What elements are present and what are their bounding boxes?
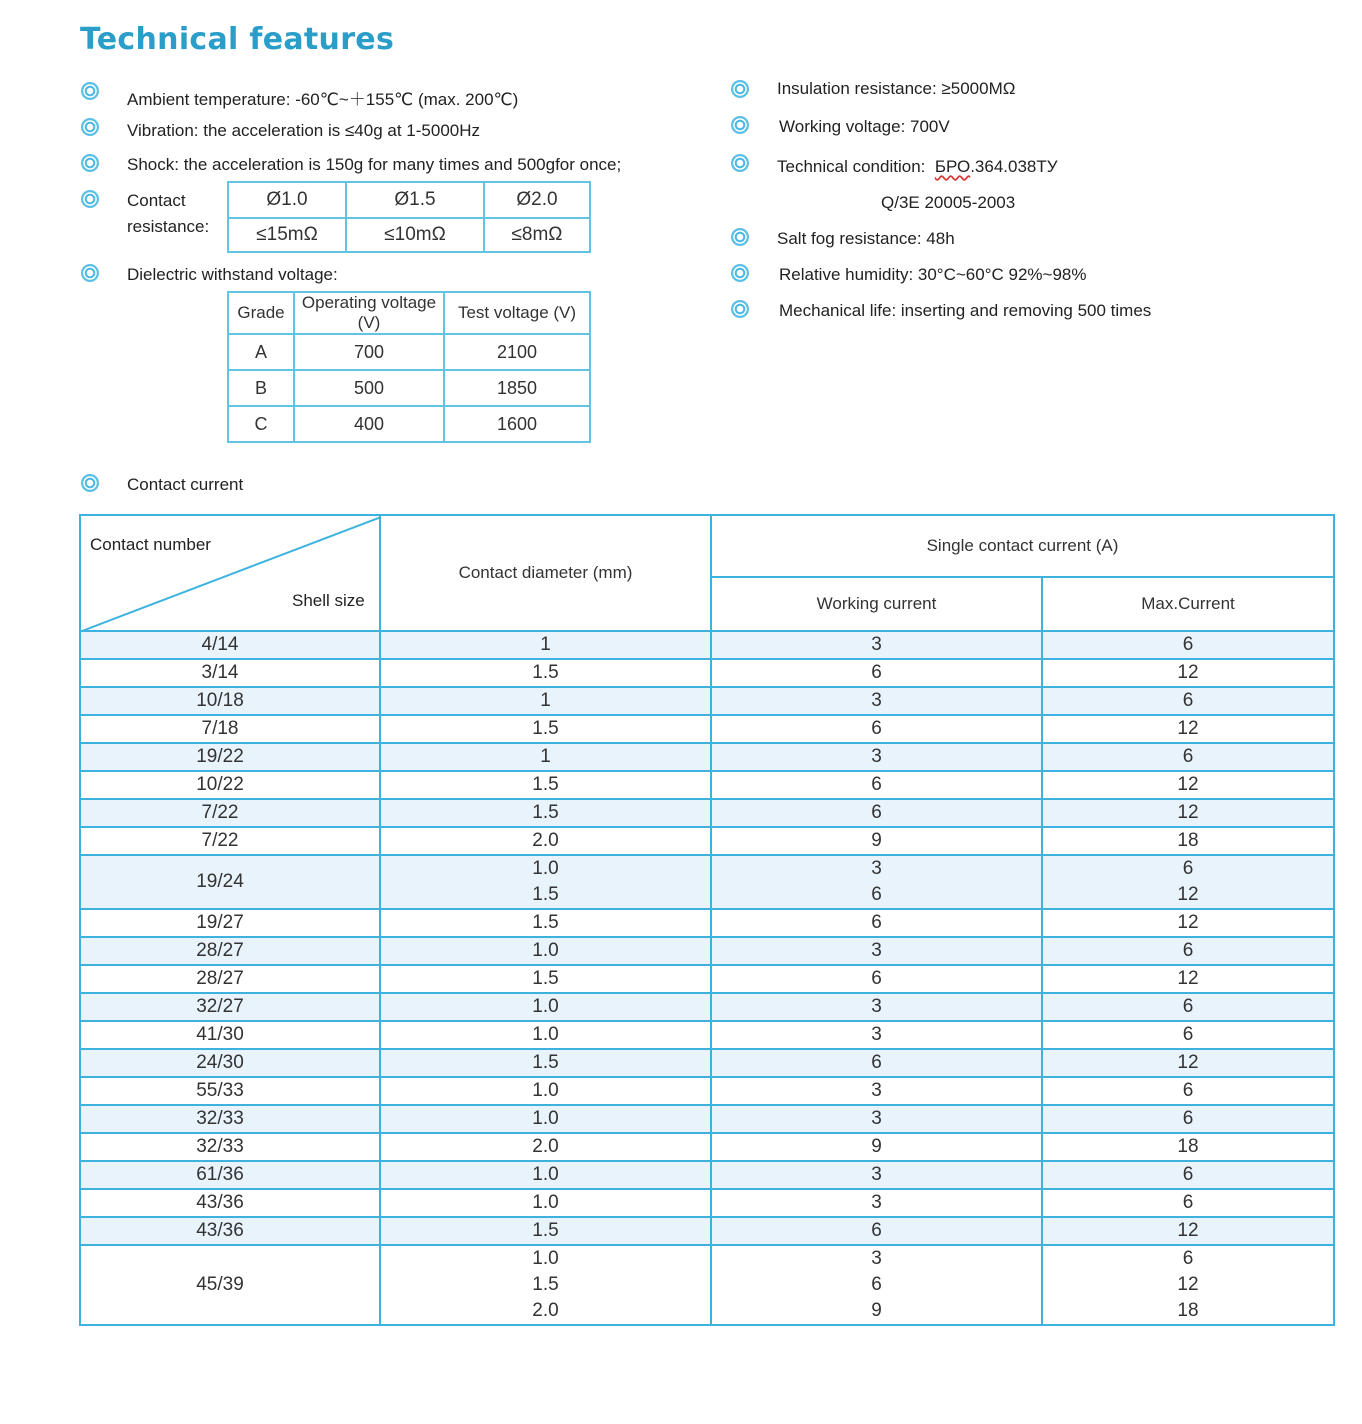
shell-size-cell: 4/14 xyxy=(80,631,380,659)
diameter-cell: 1.5 xyxy=(380,965,711,993)
shell-size-cell: 61/36 xyxy=(80,1161,380,1189)
working-current-cell: 3 xyxy=(711,687,1042,715)
bullet-icon xyxy=(81,190,99,208)
table-row xyxy=(80,1105,1334,1133)
shell-size-cell: 28/27 xyxy=(80,937,380,965)
contact-diameter-header: Contact diameter (mm) xyxy=(380,515,711,631)
shock-text: Shock: the acceleration is 150g for many times and 500gfor once; xyxy=(127,155,622,174)
technical-condition-text xyxy=(777,157,1058,177)
working-current-cell: 6 xyxy=(711,799,1042,827)
max-current-cell: 6 xyxy=(1042,1189,1334,1217)
working-current-cell: 3 xyxy=(711,631,1042,659)
diameter-cell: 1.0 xyxy=(380,1021,711,1049)
working-current-cell: 6 xyxy=(711,882,1042,909)
shell-size-cell: 3/14 xyxy=(80,659,380,687)
resistance-value: ≤10mΩ xyxy=(346,218,484,252)
diameter-cell: 1.5 xyxy=(380,1217,711,1245)
table-row xyxy=(80,1049,1334,1077)
single-contact-current-header: Single contact current (A) xyxy=(711,515,1334,577)
salt-fog-text: Salt fog resistance: 48h xyxy=(777,229,955,248)
working-current-cell: 6 xyxy=(711,1272,1042,1298)
diameter-cell: 2.0 xyxy=(380,827,711,855)
max-current-cell: 6 xyxy=(1042,1161,1334,1189)
diameter-cell: 1.0 xyxy=(380,1161,711,1189)
working-current-cell: 6 xyxy=(711,909,1042,937)
shell-size-cell: 7/18 xyxy=(80,715,380,743)
dielectric-cell: C xyxy=(228,406,294,442)
diameter-cell: 1.0 xyxy=(380,1105,711,1133)
table-row xyxy=(80,1245,1334,1272)
diameter-cell: 1.5 xyxy=(380,715,711,743)
shell-size-cell: 7/22 xyxy=(80,799,380,827)
bullet-icon xyxy=(731,80,749,98)
contact-current-body xyxy=(80,631,1334,1325)
table-row xyxy=(80,1077,1334,1105)
corner-bottom-label: Shell size xyxy=(292,591,365,610)
working-current-cell: 3 xyxy=(711,1105,1042,1133)
max-current-cell: 12 xyxy=(1042,1217,1334,1245)
dielectric-label: Dielectric withstand voltage: xyxy=(127,265,338,284)
bullet-icon xyxy=(81,264,99,282)
shell-size-cell: 28/27 xyxy=(80,965,380,993)
diameter-cell: 1.0 xyxy=(380,993,711,1021)
shell-size-cell: 43/36 xyxy=(80,1189,380,1217)
max-current-cell: 6 xyxy=(1042,937,1334,965)
diameter-cell: 1 xyxy=(380,687,711,715)
max-current-cell: 12 xyxy=(1042,799,1334,827)
bullet-icon xyxy=(731,300,749,318)
dielectric-cell: 2100 xyxy=(444,334,590,370)
shell-size-cell: 19/27 xyxy=(80,909,380,937)
table-row xyxy=(80,1133,1334,1161)
dielectric-cell: 1600 xyxy=(444,406,590,442)
resistance-value: ≤15mΩ xyxy=(228,218,346,252)
bullet-icon xyxy=(81,154,99,172)
table-row xyxy=(80,993,1334,1021)
diameter-cell: 1.5 xyxy=(380,799,711,827)
diameter-cell: 2.0 xyxy=(380,1133,711,1161)
dielectric-cell: 1850 xyxy=(444,370,590,406)
table-row xyxy=(80,743,1334,771)
working-current-cell: 9 xyxy=(711,1133,1042,1161)
max-current-cell: 6 xyxy=(1042,631,1334,659)
max-current-cell: 18 xyxy=(1042,1298,1334,1325)
working-current-cell: 3 xyxy=(711,743,1042,771)
contact-current-table xyxy=(79,514,1335,1326)
bullet-icon xyxy=(731,228,749,246)
resistance-value: ≤8mΩ xyxy=(484,218,590,252)
max-current-cell: 12 xyxy=(1042,909,1334,937)
max-current-cell: 12 xyxy=(1042,771,1334,799)
max-current-cell: 12 xyxy=(1042,659,1334,687)
shell-size-cell: 55/33 xyxy=(80,1077,380,1105)
max-current-cell: 18 xyxy=(1042,827,1334,855)
shell-size-cell: 32/27 xyxy=(80,993,380,1021)
working-current-cell: 9 xyxy=(711,827,1042,855)
working-current-cell: 3 xyxy=(711,1021,1042,1049)
resistance-header: Ø1.5 xyxy=(346,182,484,218)
max-current-cell: 6 xyxy=(1042,1245,1334,1272)
diameter-cell: 1.0 xyxy=(380,855,711,882)
contact-resistance-label-2: resistance: xyxy=(127,217,210,236)
working-current-cell: 6 xyxy=(711,1049,1042,1077)
working-current-cell: 6 xyxy=(711,659,1042,687)
humidity-text: Relative humidity: 30°C~60°C 92%~98% xyxy=(779,265,1087,284)
contact-current-label: Contact current xyxy=(127,475,244,494)
max-current-cell: 18 xyxy=(1042,1133,1334,1161)
technical-condition-rest: .364.038ТУ xyxy=(970,157,1058,176)
working-current-cell: 6 xyxy=(711,1217,1042,1245)
working-current-cell: 6 xyxy=(711,771,1042,799)
bullet-icon xyxy=(731,264,749,282)
diameter-cell: 1.5 xyxy=(380,882,711,909)
max-current-cell: 6 xyxy=(1042,1105,1334,1133)
shell-size-cell: 19/24 xyxy=(80,855,380,909)
shell-size-cell: 32/33 xyxy=(80,1105,380,1133)
max-current-cell: 12 xyxy=(1042,1272,1334,1298)
dielectric-cell: B xyxy=(228,370,294,406)
vibration-text: Vibration: the acceleration is ≤40g at 1-5000Hz xyxy=(127,121,481,140)
dielectric-cell: A xyxy=(228,334,294,370)
dielectric-cell: 400 xyxy=(294,406,444,442)
working-current-cell: 3 xyxy=(711,1077,1042,1105)
bullet-icon xyxy=(81,118,99,136)
table-row xyxy=(80,1189,1334,1217)
table-corner-cell xyxy=(80,515,380,631)
diameter-cell: 1.5 xyxy=(380,771,711,799)
technical-condition-standard: Q/3E 20005-2003 xyxy=(881,193,1016,212)
max-current-header: Max.Current xyxy=(1042,577,1334,631)
working-current-cell: 9 xyxy=(711,1298,1042,1325)
insulation-text: Insulation resistance: ≥5000MΩ xyxy=(777,79,1016,98)
diameter-cell: 1.0 xyxy=(380,1245,711,1272)
resistance-header: Ø1.0 xyxy=(228,182,346,218)
bullet-icon xyxy=(731,154,749,172)
table-row xyxy=(80,771,1334,799)
working-current-cell: 3 xyxy=(711,1245,1042,1272)
max-current-cell: 6 xyxy=(1042,993,1334,1021)
dielectric-cell: 700 xyxy=(294,334,444,370)
working-voltage-text: Working voltage: 700V xyxy=(779,117,950,136)
table-row xyxy=(80,909,1334,937)
working-current-cell: 3 xyxy=(711,855,1042,882)
max-current-cell: 12 xyxy=(1042,965,1334,993)
bullet-icon xyxy=(731,116,749,134)
dielectric-header: Grade xyxy=(228,292,294,334)
contact-resistance-label: Contact xyxy=(127,191,186,210)
diameter-cell: 1 xyxy=(380,743,711,771)
diameter-cell: 1.5 xyxy=(380,1049,711,1077)
table-row xyxy=(80,855,1334,882)
table-row xyxy=(80,1161,1334,1189)
dielectric-header: Test voltage (V) xyxy=(444,292,590,334)
shell-size-cell: 10/22 xyxy=(80,771,380,799)
max-current-cell: 6 xyxy=(1042,687,1334,715)
table-row xyxy=(80,687,1334,715)
diameter-cell: 1.5 xyxy=(380,659,711,687)
corner-diagonal xyxy=(81,516,381,632)
working-current-cell: 6 xyxy=(711,965,1042,993)
table-row xyxy=(80,937,1334,965)
diameter-cell: 1.5 xyxy=(380,909,711,937)
working-current-cell: 6 xyxy=(711,715,1042,743)
shell-size-cell: 41/30 xyxy=(80,1021,380,1049)
table-row xyxy=(80,1217,1334,1245)
bullet-icon xyxy=(81,474,99,492)
contact-resistance-table xyxy=(227,181,591,253)
diameter-cell: 1.5 xyxy=(380,1272,711,1298)
corner-top-label: Contact number xyxy=(90,535,211,554)
table-row xyxy=(80,659,1334,687)
working-current-header: Working current xyxy=(711,577,1042,631)
shell-size-cell: 10/18 xyxy=(80,687,380,715)
max-current-cell: 6 xyxy=(1042,1077,1334,1105)
shell-size-cell: 43/36 xyxy=(80,1217,380,1245)
table-row xyxy=(80,1021,1334,1049)
table-row xyxy=(80,715,1334,743)
table-row xyxy=(80,631,1334,659)
diameter-cell: 1.0 xyxy=(380,1189,711,1217)
mechanical-life-text: Mechanical life: inserting and removing 500 times xyxy=(779,301,1152,320)
shell-size-cell: 24/30 xyxy=(80,1049,380,1077)
bullet-icon xyxy=(81,82,99,100)
page-title: Technical features xyxy=(80,22,395,57)
working-current-cell: 3 xyxy=(711,993,1042,1021)
diameter-cell: 1.0 xyxy=(380,937,711,965)
max-current-cell: 6 xyxy=(1042,743,1334,771)
dielectric-table xyxy=(227,291,591,443)
technical-condition-code: БРО xyxy=(934,157,971,176)
shell-size-cell: 7/22 xyxy=(80,827,380,855)
table-row xyxy=(80,799,1334,827)
resistance-header: Ø2.0 xyxy=(484,182,590,218)
working-current-cell: 3 xyxy=(711,937,1042,965)
working-current-cell: 3 xyxy=(711,1189,1042,1217)
diameter-cell: 2.0 xyxy=(380,1298,711,1325)
table-row xyxy=(80,827,1334,855)
diameter-cell: 1.0 xyxy=(380,1077,711,1105)
max-current-cell: 6 xyxy=(1042,855,1334,882)
dielectric-header: Operating voltage (V) xyxy=(294,292,444,334)
technical-condition-prefix: Technical condition: xyxy=(777,157,935,176)
working-current-cell: 3 xyxy=(711,1161,1042,1189)
max-current-cell: 12 xyxy=(1042,715,1334,743)
shell-size-cell: 32/33 xyxy=(80,1133,380,1161)
table-row xyxy=(80,965,1334,993)
max-current-cell: 12 xyxy=(1042,882,1334,909)
diameter-cell: 1 xyxy=(380,631,711,659)
max-current-cell: 12 xyxy=(1042,1049,1334,1077)
max-current-cell: 6 xyxy=(1042,1021,1334,1049)
shell-size-cell: 19/22 xyxy=(80,743,380,771)
dielectric-cell: 500 xyxy=(294,370,444,406)
shell-size-cell: 45/39 xyxy=(80,1245,380,1325)
ambient-temperature-text: Ambient temperature: -60℃~＋155℃ (max. 200℃) xyxy=(127,90,519,109)
